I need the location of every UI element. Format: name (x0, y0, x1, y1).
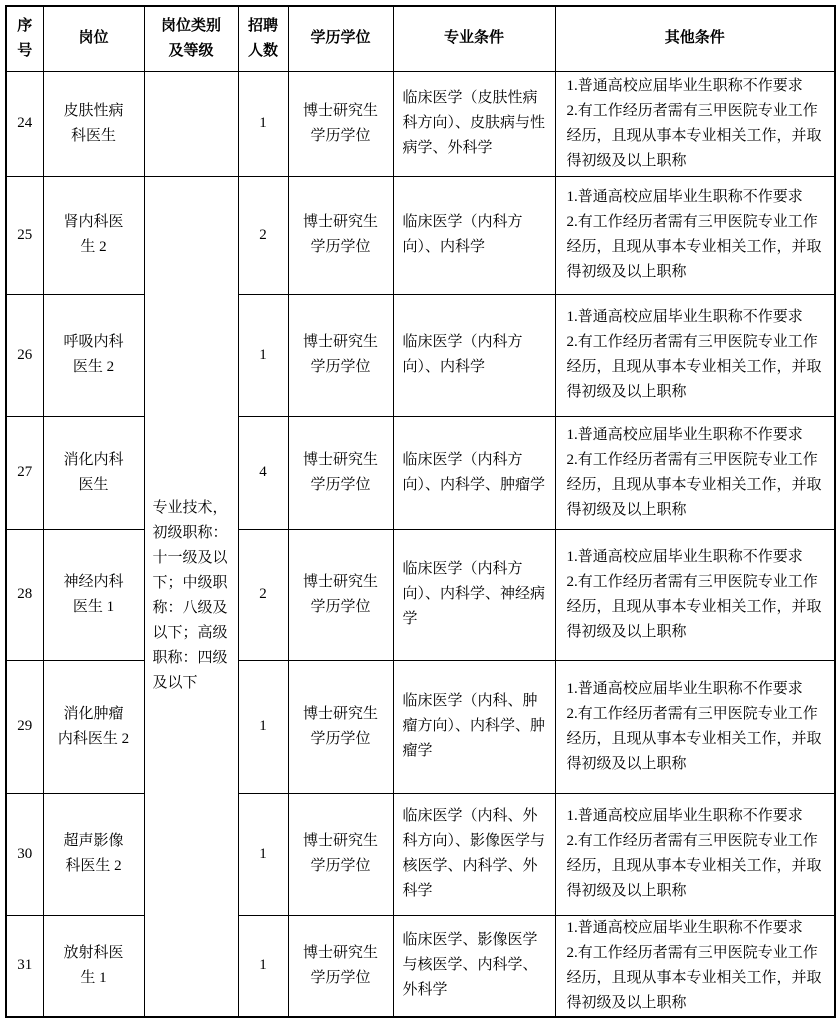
header-position: 岗位 (43, 6, 144, 71)
count-cell: 1 (238, 71, 288, 176)
serial-cell: 30 (6, 793, 43, 915)
other-conditions-cell (555, 294, 835, 416)
count-cell: 2 (238, 176, 288, 294)
other-condition-item: 2.有工作经历者需有三甲医院专业工作经历，且现从事本专业相关工作，并取得初级及以上职称 (566, 214, 822, 280)
other-condition-item: 1.普通高校应届毕业生职称不作要求 (566, 77, 803, 94)
other-condition-item: 2.有工作经历者需有三甲医院专业工作经历，且现从事本专业相关工作，并取得初级及以上职称 (566, 833, 822, 899)
degree-cell: 博士研究生学历学位 (288, 71, 393, 176)
degree-cell: 博士研究生学历学位 (288, 915, 393, 1017)
other-condition-item: 1.普通高校应届毕业生职称不作要求 (566, 309, 803, 325)
count-cell: 1 (238, 660, 288, 793)
position-cell: 肾内科医生 2 (43, 176, 144, 294)
table-row (6, 416, 835, 529)
serial-cell: 24 (6, 71, 43, 176)
major-cell: 临床医学（内科方向）、内科学、肿瘤学 (393, 416, 555, 529)
table-row (6, 793, 835, 915)
serial-cell: 31 (6, 915, 43, 1017)
position-cell: 超声影像科医生 2 (43, 793, 144, 915)
other-condition-item: 2.有工作经历者需有三甲医院专业工作经历，且现从事本专业相关工作，并取得初级及以上职称 (566, 451, 822, 518)
other-conditions-cell (555, 416, 835, 529)
table-body (6, 71, 835, 1017)
table-row (6, 294, 835, 416)
serial-cell: 28 (6, 529, 43, 660)
header-category (144, 6, 238, 71)
other-condition-item: 2.有工作经历者需有三甲医院专业工作经历，且现从事本专业相关工作，并取得初级及以上职称 (566, 705, 822, 772)
other-conditions-cell (555, 71, 835, 176)
count-cell: 1 (238, 793, 288, 915)
degree-cell: 博士研究生学历学位 (288, 529, 393, 660)
count-cell: 4 (238, 416, 288, 529)
major-cell: 临床医学、影像医学与核医学、内科学、外科学 (393, 915, 555, 1017)
category-merged-cell: 专业技术，初级职称：十一级及以下；中级职称：八级及以下；高级职称：四级及以下 (144, 176, 238, 1017)
major-cell: 临床医学（内科方向）、内科学 (393, 294, 555, 416)
other-conditions-cell (555, 176, 835, 294)
serial-cell: 27 (6, 416, 43, 529)
serial-cell: 29 (6, 660, 43, 793)
degree-cell: 博士研究生学历学位 (288, 660, 393, 793)
other-condition-item: 2.有工作经历者需有三甲医院专业工作经历，且现从事本专业相关工作，并取得初级及以上职称 (566, 573, 822, 640)
header-other: 其他条件 (555, 6, 835, 71)
major-cell: 临床医学（内科、外科方向）、影像医学与核医学、内科学、外科学 (393, 793, 555, 915)
degree-cell: 博士研究生学历学位 (288, 793, 393, 915)
table-row (6, 71, 835, 176)
degree-cell: 博士研究生学历学位 (288, 294, 393, 416)
count-cell: 2 (238, 529, 288, 660)
header-row (6, 6, 835, 71)
header-count: 招聘人数 (238, 6, 288, 71)
position-cell: 呼吸内科医生 2 (43, 294, 144, 416)
degree-cell: 博士研究生学历学位 (288, 176, 393, 294)
position-cell: 消化肿瘤内科医生 2 (43, 660, 144, 793)
count-cell: 1 (238, 294, 288, 416)
header-category-label: 岗位类别及等级 (160, 17, 221, 59)
position-cell: 放射科医生 1 (43, 915, 144, 1017)
other-conditions-cell (555, 529, 835, 660)
major-cell: 临床医学（内科方向）、内科学、神经病学 (393, 529, 555, 660)
major-cell: 临床医学（内科方向）、内科学 (393, 176, 555, 294)
recruitment-table (5, 5, 836, 1018)
other-conditions-cell (555, 793, 835, 915)
serial-cell: 26 (6, 294, 43, 416)
other-condition-item: 2.有工作经历者需有三甲医院专业工作经历，且现从事本专业相关工作，并取得初级及以上职称 (566, 102, 822, 169)
other-condition-item: 1.普通高校应届毕业生职称不作要求 (566, 426, 803, 443)
position-cell: 神经内科医生 1 (43, 529, 144, 660)
other-condition-item: 1.普通高校应届毕业生职称不作要求 (566, 189, 803, 205)
serial-cell: 25 (6, 176, 43, 294)
count-cell: 1 (238, 915, 288, 1017)
header-degree: 学历学位 (288, 6, 393, 71)
position-cell: 皮肤性病科医生 (43, 71, 144, 176)
major-cell: 临床医学（内科、肿瘤方向）、内科学、肿瘤学 (393, 660, 555, 793)
table-row (6, 660, 835, 793)
other-conditions-cell (555, 915, 835, 1017)
other-condition-item: 1.普通高校应届毕业生职称不作要求 (566, 919, 803, 936)
table-row (6, 915, 835, 1017)
major-cell: 临床医学（皮肤性病科方向）、皮肤病与性病学、外科学 (393, 71, 555, 176)
other-condition-item: 1.普通高校应届毕业生职称不作要求 (566, 548, 803, 565)
header-serial: 序号 (6, 6, 43, 71)
other-condition-item: 2.有工作经历者需有三甲医院专业工作经历，且现从事本专业相关工作，并取得初级及以上职称 (566, 334, 822, 400)
table-row (6, 176, 835, 294)
other-condition-item: 1.普通高校应届毕业生职称不作要求 (566, 808, 803, 824)
table-header (6, 6, 835, 71)
header-major: 专业条件 (393, 6, 555, 71)
position-cell: 消化内科医生 (43, 416, 144, 529)
table-row (6, 529, 835, 660)
other-conditions-cell (555, 660, 835, 793)
category-cell-empty (144, 71, 238, 176)
other-condition-item: 1.普通高校应届毕业生职称不作要求 (566, 680, 803, 697)
other-condition-item: 2.有工作经历者需有三甲医院专业工作经历，且现从事本专业相关工作，并取得初级及以上职称 (566, 944, 822, 1011)
degree-cell: 博士研究生学历学位 (288, 416, 393, 529)
